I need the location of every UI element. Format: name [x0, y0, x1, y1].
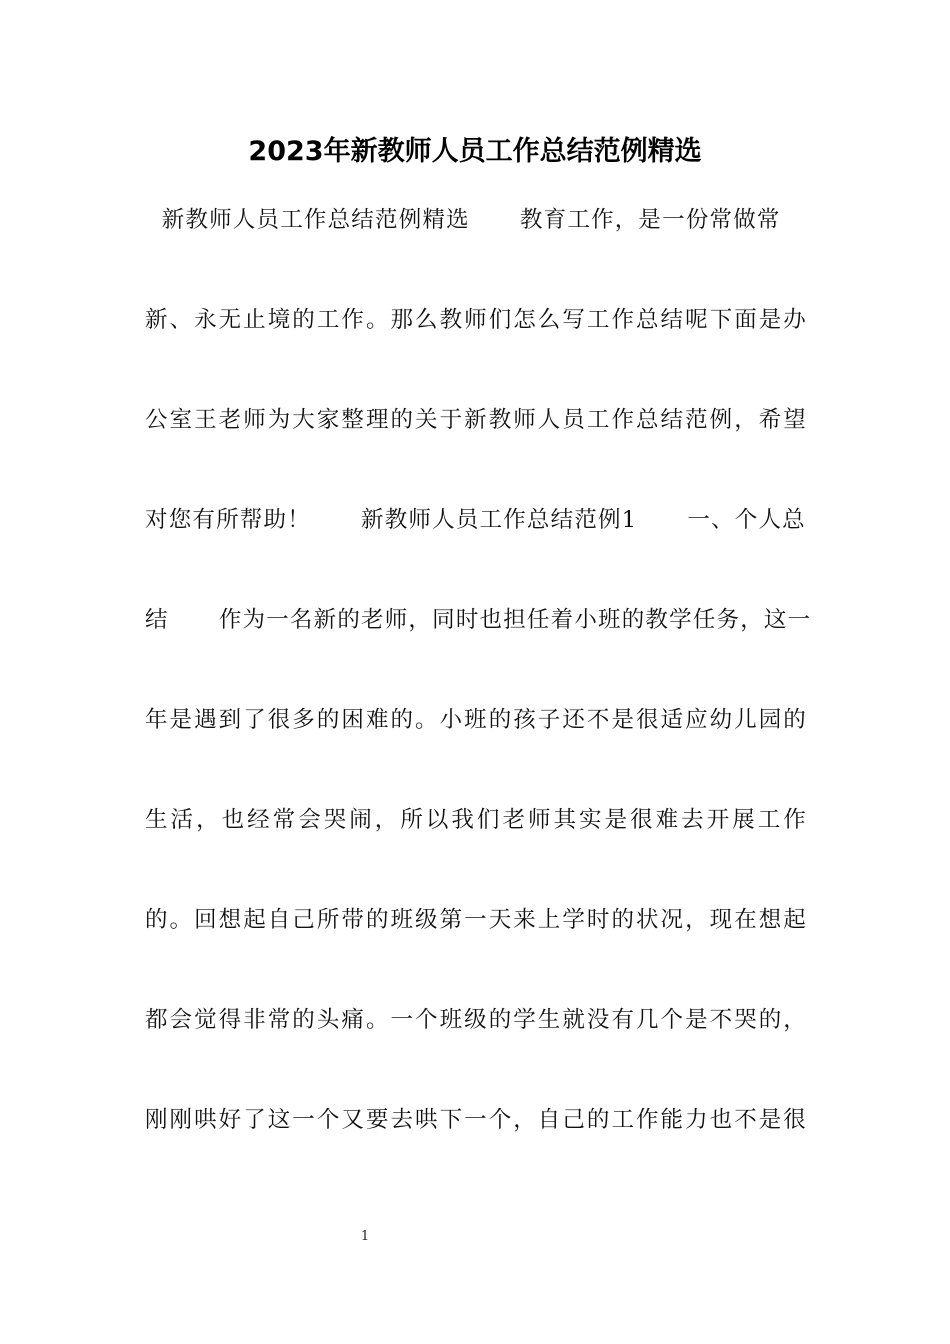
- body-line-10: 刚刚哄好了这一个又要去哄下一个，自己的工作能力也不是很: [145, 1107, 807, 1133]
- body-line-4: 对您有所帮助！ 新教师人员工作总结范例1 一、个人总: [145, 507, 806, 533]
- body-line-3: 公室王老师为大家整理的关于新教师人员工作总结范例，希望: [145, 407, 807, 433]
- body-line-6: 年是遇到了很多的困难的。小班的孩子还不是很适应幼儿园的: [145, 707, 807, 733]
- document-title: 2023年新教师人员工作总结范例精选: [248, 136, 702, 167]
- body-line-2: 新、永无止境的工作。那么教师们怎么写工作总结呢下面是办: [145, 307, 807, 333]
- body-line-5: 结 作为一名新的老师，同时也担任着小班的教学任务，这一: [145, 607, 812, 633]
- document-body: [145, 175, 812, 1175]
- page-number: 1: [360, 1229, 370, 1244]
- body-line-1: 新教师人员工作总结范例精选 教育工作，是一份常做常: [145, 207, 781, 233]
- body-line-8: 的。回想起自己所带的班级第一天来上学时的状况，现在想起: [145, 907, 807, 933]
- body-line-9: 都会觉得非常的头痛。一个班级的学生就没有几个是不哭的，: [145, 1007, 807, 1033]
- body-line-7: 生活，也经常会哭闹，所以我们老师其实是很难去开展工作: [145, 807, 807, 833]
